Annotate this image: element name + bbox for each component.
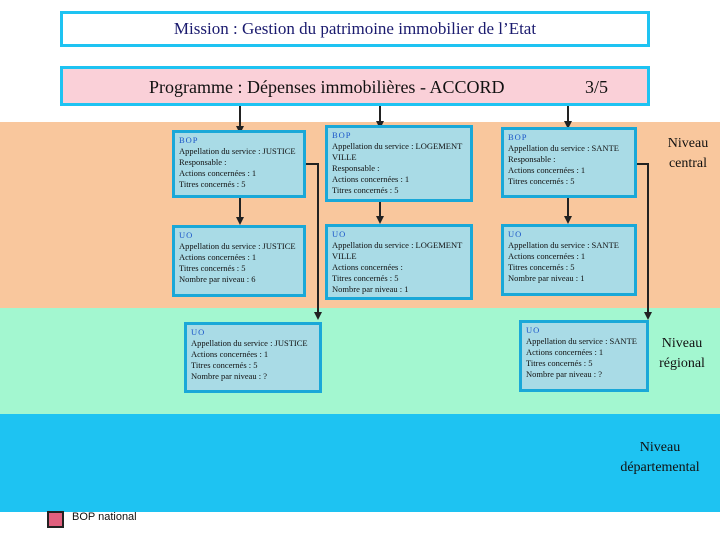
uo-sante-central-type: UO [508, 229, 523, 239]
level-central-line2: central [668, 156, 708, 171]
bop-sante-box [501, 127, 637, 198]
bop-logement-actions: Actions concernées : 1 [332, 174, 410, 184]
bop-logement-service: Appellation du service : LOGEMENT [332, 141, 463, 151]
arrow-bop-justice-to-regional-uo [306, 164, 318, 318]
uo-justice-central-service: Appellation du service : JUSTICE [179, 241, 296, 251]
uo-justice-central-box [172, 225, 306, 297]
level-label-departemental [604, 438, 716, 478]
bop-justice-service: Appellation du service : JUSTICE [179, 146, 296, 156]
bop-logement-service-cont: VILLE [332, 152, 357, 162]
bop-justice-responsable: Responsable : [179, 157, 227, 167]
uo-justice-regional-nombre: Nombre par niveau : ? [191, 371, 267, 381]
uo-justice-central-titres: Titres concernés : 5 [179, 263, 246, 273]
uo-sante-central-titres: Titres concernés : 5 [508, 262, 575, 272]
uo-sante-regional-actions: Actions concernées : 1 [526, 347, 604, 357]
legend-bop-national-label: BOP national [72, 511, 137, 523]
level-central-line1: Niveau [667, 136, 709, 151]
uo-justice-central-type: UO [179, 230, 194, 240]
uo-sante-regional-nombre: Nombre par niveau : ? [526, 369, 602, 379]
uo-logement-actions: Actions concernées : [332, 262, 403, 272]
uo-logement-service-cont: VILLE [332, 251, 357, 261]
level-departemental-line2: départemental [620, 460, 700, 475]
mission-title: Mission : Gestion du patrimoine immobilier de l’Etat [173, 19, 537, 38]
uo-sante-central-box [501, 224, 637, 296]
uo-logement-type: UO [332, 229, 347, 239]
uo-justice-central-actions: Actions concernées : 1 [179, 252, 257, 262]
programme-page-number: 3/5 [585, 77, 609, 97]
bop-justice-type: BOP [179, 135, 199, 145]
bop-sante-actions: Actions concernées : 1 [508, 165, 586, 175]
bop-sante-type: BOP [508, 132, 528, 142]
uo-justice-central-nombre: Nombre par niveau : 6 [179, 274, 256, 284]
uo-sante-regional-service: Appellation du service : SANTE [526, 336, 637, 346]
uo-justice-regional-type: UO [191, 327, 206, 337]
uo-sante-central-actions: Actions concernées : 1 [508, 251, 586, 261]
uo-sante-central-service: Appellation du service : SANTE [508, 240, 619, 250]
bop-sante-service: Appellation du service : SANTE [508, 143, 619, 153]
bop-justice-titres: Titres concernés : 5 [179, 179, 246, 189]
arrow-bop-sante-to-regional-uo [636, 164, 648, 318]
bop-justice-actions: Actions concernées : 1 [179, 168, 257, 178]
uo-sante-regional-titres: Titres concernés : 5 [526, 358, 593, 368]
level-regional-line1: Niveau [661, 336, 703, 351]
uo-sante-regional-box [519, 320, 649, 392]
programme-title: Programme : Dépenses immobilières - ACCORD [149, 77, 505, 97]
bop-logement-titres: Titres concernés : 5 [332, 185, 399, 195]
uo-logement-nombre: Nombre par niveau : 1 [332, 284, 409, 294]
bop-logement-box [325, 125, 473, 202]
uo-justice-regional-titres: Titres concernés : 5 [191, 360, 258, 370]
legend-bop-national-swatch [47, 511, 64, 528]
bop-sante-titres: Titres concernés : 5 [508, 176, 575, 186]
bop-sante-responsable: Responsable : [508, 154, 556, 164]
uo-sante-regional-type: UO [526, 325, 541, 335]
uo-logement-box [325, 224, 473, 300]
level-label-central [660, 134, 716, 174]
level-label-regional [650, 334, 714, 374]
level-departemental-line1: Niveau [639, 440, 681, 455]
uo-justice-regional-box [184, 322, 322, 393]
level-regional-line2: régional [659, 356, 705, 371]
bop-logement-responsable: Responsable : [332, 163, 380, 173]
uo-sante-central-nombre: Nombre par niveau : 1 [508, 273, 585, 283]
uo-logement-titres: Titres concernés : 5 [332, 273, 399, 283]
bop-logement-type: BOP [332, 130, 352, 140]
uo-justice-regional-actions: Actions concernées : 1 [191, 349, 269, 359]
uo-justice-regional-service: Appellation du service : JUSTICE [191, 338, 308, 348]
uo-logement-service: Appellation du service : LOGEMENT [332, 240, 463, 250]
bop-justice-box [172, 130, 306, 198]
